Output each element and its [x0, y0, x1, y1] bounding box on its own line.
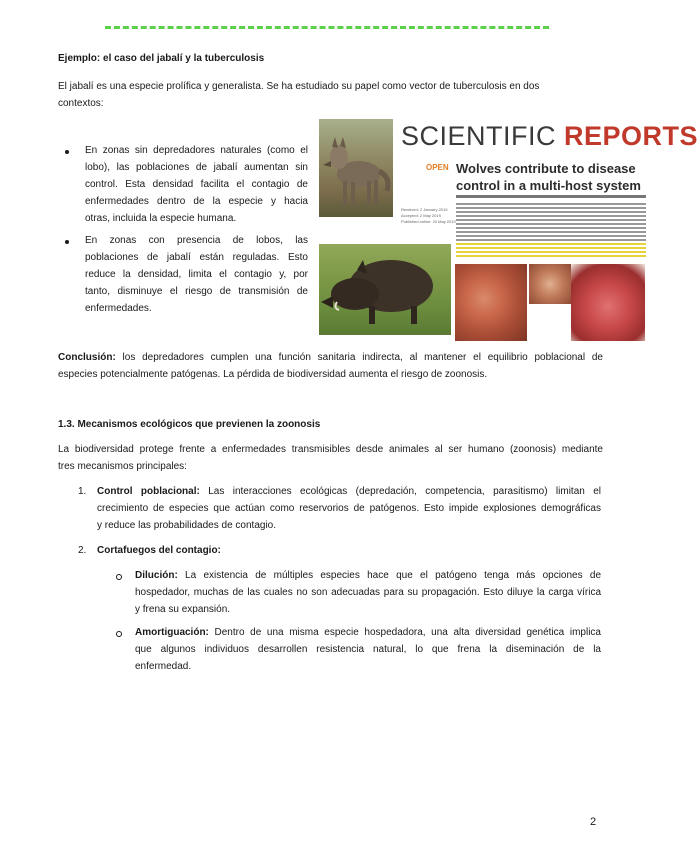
item1-line1	[97, 483, 601, 500]
example-intro-line1: El jabalí es una especie prolífica y generalista. Se ha estudiado su papel como vector de tuberculosis en dos	[58, 81, 540, 92]
section-heading: 1.3. Mecanismos ecológicos que previenen la zoonosis	[58, 419, 321, 430]
sub-bullet-marker	[116, 574, 122, 580]
abstract-text-block	[456, 201, 646, 261]
subitem2-line1	[135, 624, 601, 641]
bullet-marker	[65, 240, 69, 244]
subitem2-line3: enfermedad.	[135, 661, 192, 672]
article-dates	[401, 207, 456, 225]
received-date: Received: 2 January 2019	[401, 207, 448, 212]
bullet1-line1: En zonas sin depredadores naturales (como el	[85, 145, 308, 156]
bacteria-closeup-image	[529, 264, 571, 304]
article-title: Wolves contribute to disease control in a multi-host system	[456, 161, 641, 193]
top-dashed-divider	[105, 26, 549, 29]
bullet2-line2: poblaciones de jabalí están reguladas. Esto	[85, 252, 308, 263]
conclusion-text: los depredadores cumplen una función sanitaria indirecta, al mantener el equilibrio poblacional de	[115, 352, 603, 363]
item1-label: Control poblacional:	[97, 486, 200, 497]
article-figure	[319, 117, 698, 341]
subitem1-line1	[135, 567, 601, 584]
example-heading: Ejemplo: el caso del jabalí y la tuberculosis	[58, 53, 265, 64]
conclusion-label: Conclusión:	[58, 352, 116, 363]
sub-bullet-marker	[116, 631, 122, 637]
wolf-photo	[319, 119, 393, 217]
subitem1-text: La existencia de múltiples especies hace que el patógeno tenga más opciones de	[177, 570, 601, 581]
page-number: 2	[590, 816, 597, 828]
item1-line3: y reduce las probabilidades de contagio.	[97, 520, 277, 531]
subitem2-label: Amortiguación:	[135, 627, 209, 638]
lungs-image	[571, 264, 645, 341]
subitem1-label: Dilución:	[135, 570, 178, 581]
bacteria-image	[455, 264, 527, 341]
author-line	[456, 195, 646, 198]
item1-number: 1.	[78, 486, 87, 497]
bullet2-line5: enfermedades.	[85, 303, 152, 314]
item2-label: Cortafuegos del contagio:	[97, 545, 221, 556]
example-intro-line2: contextos:	[58, 98, 104, 109]
subitem2-line2: que algunos individuos desarrollen resistencia natural, lo que frena la diseminación de la	[135, 644, 601, 655]
bullet2-line1: En zonas con presencia de lobos, las	[85, 235, 308, 246]
journal-prefix: SCIENTIFIC	[401, 121, 565, 151]
journal-suffix: REPORTS	[564, 121, 698, 151]
bullet1-line5: otras, incluida la especie humana.	[85, 213, 237, 224]
accepted-date: Accepted: 2 May 2019	[401, 213, 441, 218]
bullet2-line3: reduce la densidad, limita el contagio y, por	[85, 269, 308, 280]
section-intro-line1: La biodiversidad protege frente a enfermedades transmisibles desde animales al ser humano (zoonosis) mediante	[58, 444, 603, 455]
bullet1-line3: control. Esta densidad facilita el contagio de	[85, 179, 308, 190]
bullet1-line2: lobo), las poblaciones de jabalí aumentan sin	[85, 162, 308, 173]
subitem1-line3: y frena su expansión.	[135, 604, 231, 615]
open-access-tag: OPEN	[426, 163, 449, 172]
item1-line2: crecimiento de especies que actúan como reservorios de patógenos. Esto impide explosiones demográficas	[97, 503, 601, 514]
subitem1-line2: hospedador, muchas de las cuales no son adecuadas para su propagación. Esto diluye la carga vírica	[135, 587, 601, 598]
published-date: Published online: 20 May 2019	[401, 219, 456, 224]
bullet1-line4: enfermedades dentro de la especie y hacia	[85, 196, 308, 207]
conclusion-line2: especies potencialmente patógenas. La pérdida de biodiversidad aumenta el riesgo de zoonosis.	[58, 369, 488, 380]
item2-number: 2.	[78, 545, 87, 556]
bullet-marker	[65, 150, 69, 154]
boar-photo	[319, 244, 451, 335]
item1-text: Las interacciones ecológicas (depredación, competencia, parasitismo) limitan el	[199, 486, 601, 497]
section-intro-line2: tres mecanismos principales:	[58, 461, 187, 472]
journal-title	[401, 121, 698, 151]
bullet2-line4: tanto, disminuye el riesgo de transmisión de	[85, 286, 308, 297]
subitem2-text: Dentro de una misma especie hospedadora, una alta diversidad genética implica	[208, 627, 601, 638]
conclusion-line1	[58, 349, 603, 366]
